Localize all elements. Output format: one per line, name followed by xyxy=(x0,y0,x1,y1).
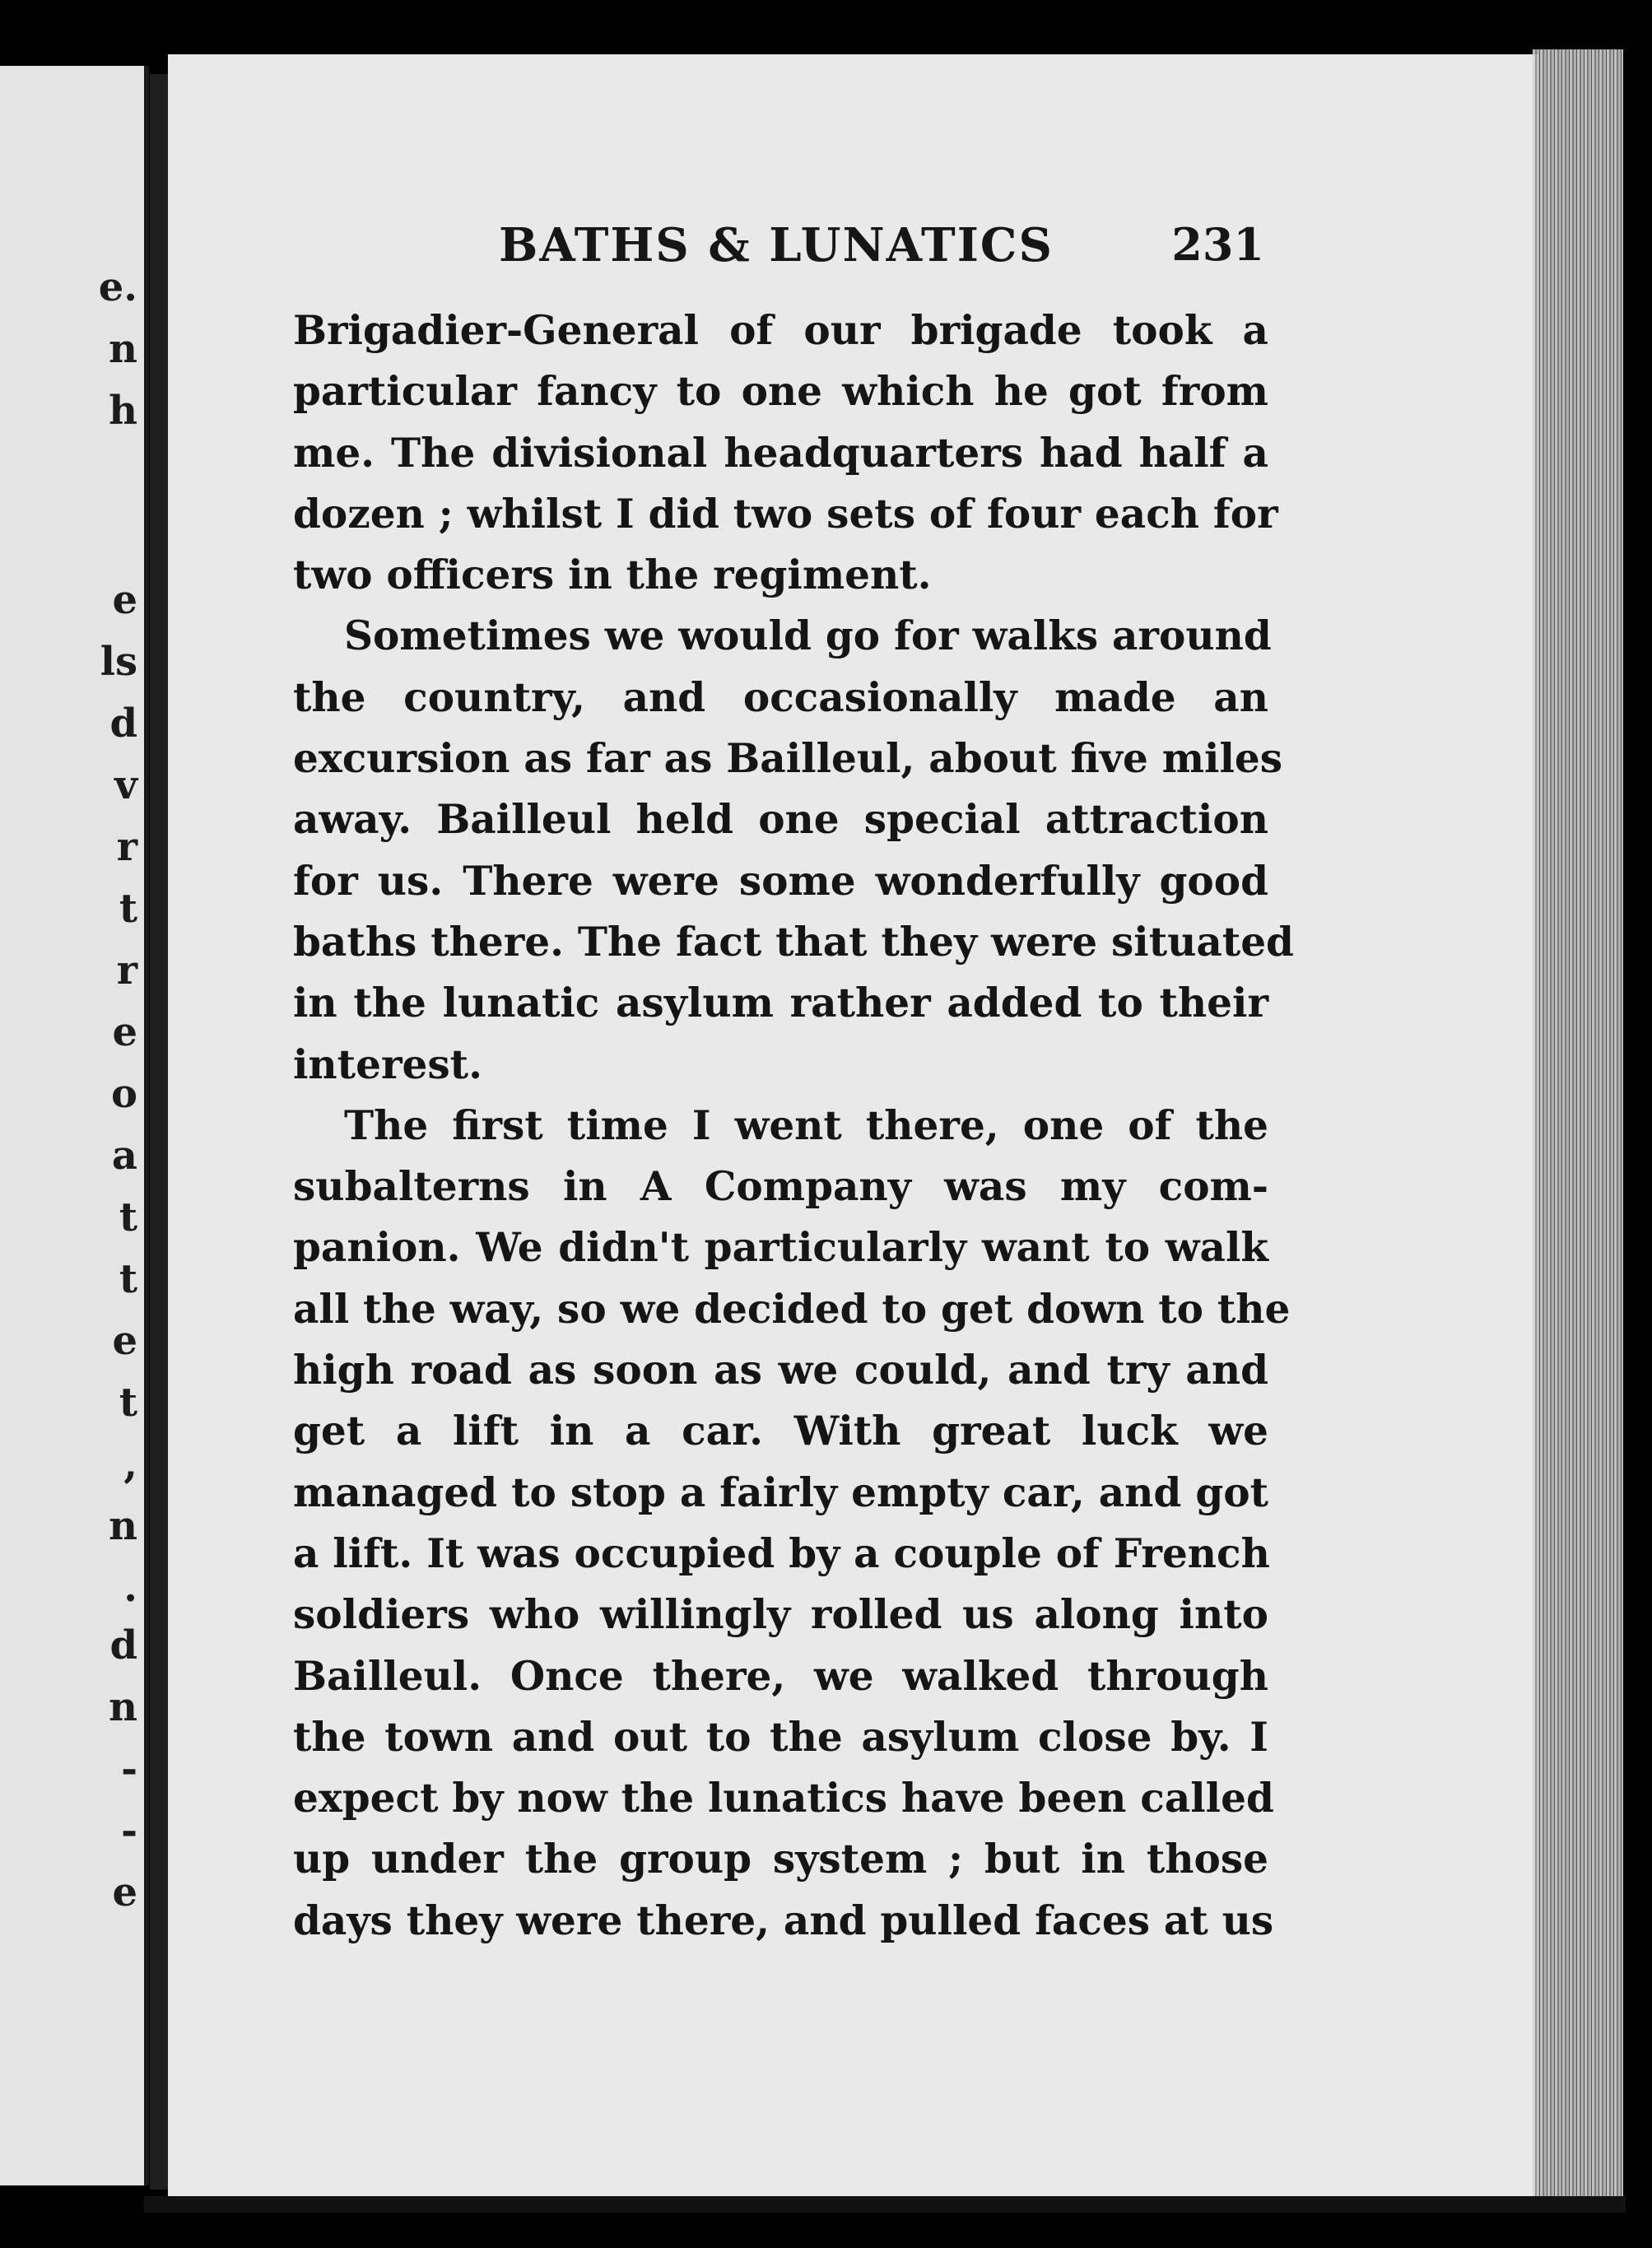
facing-page-glyph: v xyxy=(114,762,137,808)
running-head xyxy=(293,218,1264,284)
text-line: panion. We didn't particularly want to walk xyxy=(293,1224,1268,1272)
facing-page-glyph: a xyxy=(111,1133,137,1179)
text-line: managed to stop a fairly empty car, and got xyxy=(293,1468,1268,1516)
page-number: 231 xyxy=(1171,218,1264,271)
facing-page-glyph: e. xyxy=(98,264,137,310)
facing-page-glyph: r xyxy=(116,824,137,870)
facing-page-glyph: r xyxy=(116,947,137,994)
text-line: interest. xyxy=(293,1040,482,1088)
book-gutter xyxy=(150,74,168,2190)
text-line: in the lunatic asylum rather added to their xyxy=(293,980,1268,1027)
body-text xyxy=(293,300,1294,1952)
facing-page-glyph: t xyxy=(119,1380,137,1426)
facing-page-glyph: e xyxy=(112,1318,137,1364)
text-line: Brigadier-General of our brigade took a xyxy=(293,307,1268,354)
paragraph xyxy=(293,1096,1291,1952)
facing-page-glyph: e xyxy=(112,577,137,623)
text-line: soldiers who willingly rolled us along into xyxy=(293,1591,1268,1639)
text-line: excursion as far as Bailleul, about five miles xyxy=(293,735,1283,783)
facing-page-glyph: d xyxy=(109,1622,137,1669)
facing-page-glyph: ls xyxy=(100,639,137,685)
facing-page-glyph: - xyxy=(121,1746,137,1792)
facing-page-glyph: n xyxy=(109,1684,137,1730)
text-line: get a lift in a car. With great luck we xyxy=(293,1408,1268,1455)
text-line: days they were there, and pulled faces at us xyxy=(293,1897,1274,1944)
text-line: baths there. The fact that they were situated xyxy=(293,918,1294,966)
facing-page-glyph: e xyxy=(112,1869,137,1915)
text-line: particular fancy to one which he got from xyxy=(293,368,1268,416)
facing-page-glyph: n xyxy=(109,1503,137,1549)
text-line: the town and out to the asylum close by. I xyxy=(293,1713,1268,1761)
text-line: me. The divisional headquarters had half a xyxy=(293,429,1268,477)
facing-page-glyph: n xyxy=(109,326,137,372)
text-line: the country, and occasionally made an xyxy=(293,673,1268,721)
facing-page-glyph: t xyxy=(119,1194,137,1240)
facing-page-glyph: h xyxy=(109,388,137,434)
facing-page-glyph: o xyxy=(110,1071,137,1117)
page-fore-edge xyxy=(1533,49,1623,2210)
text-line: dozen ; whilst I did two sets of four each for xyxy=(293,490,1278,538)
text-line: two officers in the regiment. xyxy=(293,552,932,599)
facing-page-glyph: t xyxy=(119,1256,137,1302)
text-line: expect by now the lunatics have been called xyxy=(293,1775,1274,1822)
facing-page-text-edge xyxy=(0,66,144,2185)
facing-page-glyph: t xyxy=(119,886,137,932)
facing-page-glyph: , xyxy=(123,1441,137,1487)
text-line: high road as soon as we could, and try and xyxy=(293,1347,1268,1394)
facing-page-glyph: d xyxy=(109,700,137,747)
facing-page-glyph: e xyxy=(112,1009,137,1055)
paragraph xyxy=(293,300,1278,606)
text-line: up under the group system ; but in those xyxy=(293,1836,1268,1883)
paragraph xyxy=(293,606,1294,1095)
facing-page-glyph: . xyxy=(123,1565,137,1611)
text-line: Bailleul. Once there, we walked through xyxy=(293,1652,1268,1700)
text-line: Sometimes we would go for walks around xyxy=(344,612,1272,660)
text-line: all the way, so we decided to get down to the xyxy=(293,1285,1291,1333)
facing-page-glyph: - xyxy=(121,1808,137,1854)
facing-page xyxy=(0,66,149,2185)
running-head-title: BATHS & LUNATICS xyxy=(499,218,1054,272)
text-line: subalterns in A Company was my com- xyxy=(293,1163,1268,1211)
text-line: for us. There were some wonderfully good xyxy=(293,857,1268,905)
page-bottom-shadow xyxy=(144,2196,1626,2213)
text-line: The first time I went there, one of the xyxy=(344,1101,1268,1149)
text-line: away. Bailleul held one special attraction xyxy=(293,796,1268,844)
text-line: a lift. It was occupied by a couple of French xyxy=(293,1529,1270,1577)
